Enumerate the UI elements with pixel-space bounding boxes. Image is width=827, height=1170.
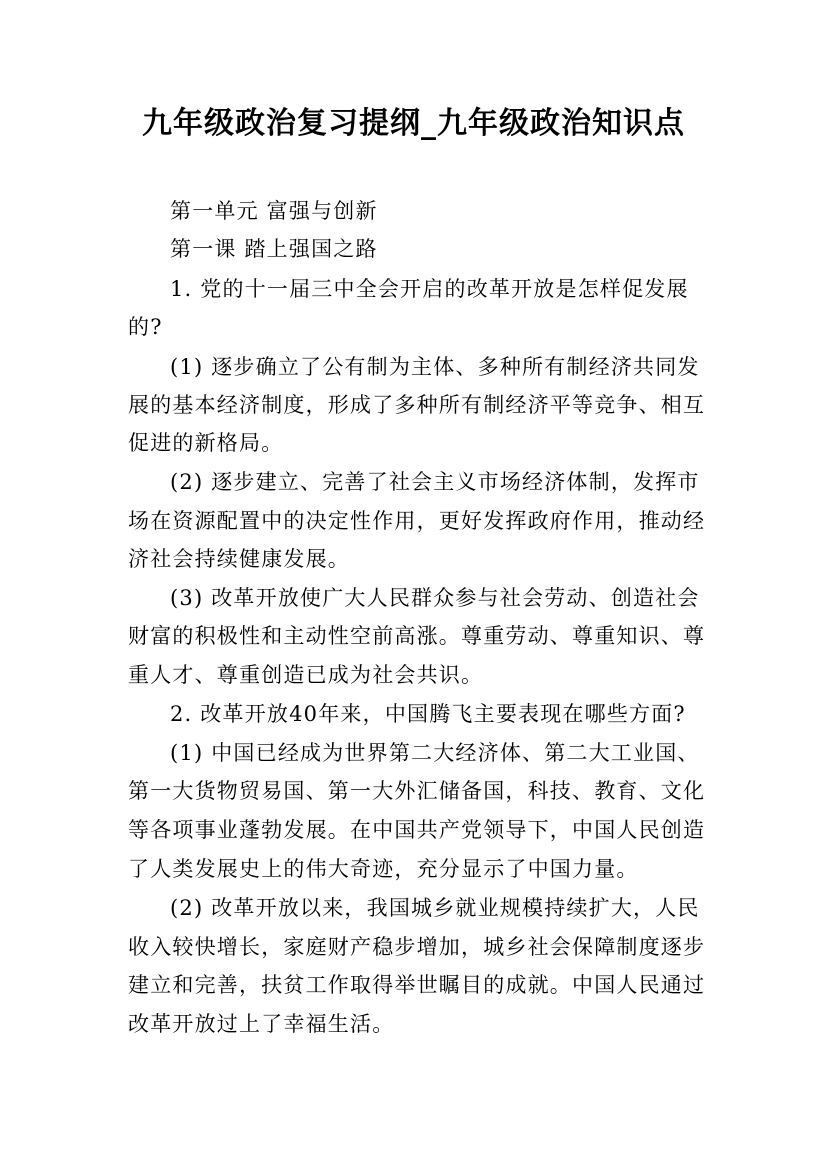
answer-2-1-line-4: 了人类发展史上的伟大奇迹，充分显示了中国力量。 <box>128 857 639 881</box>
answer-1-1-line-1: (1) 逐步确立了公有制为主体、多种所有制经济共同发 <box>170 355 700 379</box>
answer-1-2-line-3: 济社会持续健康发展。 <box>128 547 350 571</box>
document-title: 九年级政治复习提纲_九年级政治知识点 <box>142 106 685 141</box>
answer-2-2-line-3: 建立和完善，扶贫工作取得举世瞩目的成就。中国人民通过 <box>128 973 706 997</box>
answer-2-1-line-3: 等各项事业蓬勃发展。在中国共产党领导下，中国人民创造 <box>128 818 706 842</box>
question-1-line-2: 的? <box>128 315 163 339</box>
answer-2-1-line-2: 第一大货物贸易国、第一大外汇储备国，科技、教育、文化 <box>128 779 706 803</box>
answer-2-2-line-1: (2) 改革开放以来，我国城乡就业规模持续扩大，人民 <box>170 896 700 920</box>
answer-1-2-line-1: (2) 逐步建立、完善了社会主义市场经济体制，发挥市 <box>170 470 700 494</box>
answer-1-1-line-3: 促进的新格局。 <box>128 431 284 455</box>
answer-1-3-line-3: 重人才、尊重创造已成为社会共识。 <box>128 663 484 687</box>
answer-1-2-line-2: 场在资源配置中的决定性作用，更好发挥政府作用，推动经 <box>128 509 706 533</box>
answer-2-2-line-2: 收入较快增长，家庭财产稳步增加，城乡社会保障制度逐步 <box>128 935 706 959</box>
question-1-line-1: 1. 党的十一届三中全会开启的改革开放是怎样促发展 <box>170 277 689 301</box>
unit-heading: 第一单元 富强与创新 <box>170 199 378 223</box>
answer-1-3-line-2: 财富的积极性和主动性空前高涨。尊重劳动、尊重知识、尊 <box>128 624 706 648</box>
answer-1-1-line-2: 展的基本经济制度，形成了多种所有制经济平等竞争、相互 <box>128 393 706 417</box>
answer-1-3-line-1: (3) 改革开放使广大人民群众参与社会劳动、创造社会 <box>170 586 700 610</box>
answer-2-1-line-1: (1) 中国已经成为世界第二大经济体、第二大工业国、 <box>170 741 700 765</box>
lesson-heading: 第一课 踏上强国之路 <box>170 237 378 261</box>
question-2: 2. 改革开放40年来，中国腾飞主要表现在哪些方面? <box>170 702 686 726</box>
answer-2-2-line-4: 改革开放过上了幸福生活。 <box>128 1012 395 1036</box>
